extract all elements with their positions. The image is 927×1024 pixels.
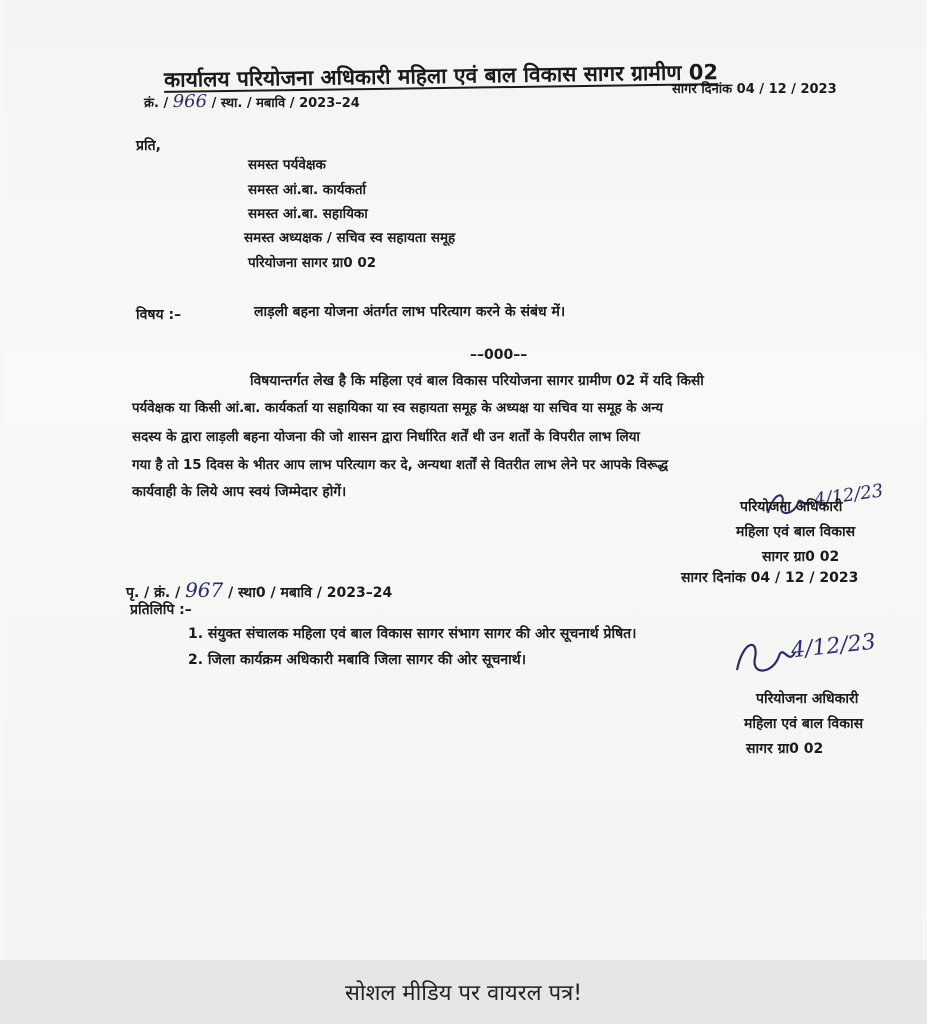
designation-line: महिला एवं बाल विकास: [744, 716, 864, 732]
signature-2-date: 4/12/23: [789, 629, 877, 664]
designation-line: परियोजना अधिकारी: [756, 691, 859, 707]
body-line: विषयान्तर्गत लेख है कि महिला एवं बाल विकास परियोजना सागर ग्रामीण 02 में यदि किसी: [250, 373, 704, 389]
body-line: सदस्य के द्वारा लाड़ली बहना योजना की जो शासन द्वारा निर्धारित शर्तें थी उन शर्तों के विपरीत लाभ लिया: [132, 429, 640, 445]
addressee: समस्त आं.बा. कार्यकर्ता: [248, 182, 367, 198]
addressee: समस्त पर्यवेक्षक: [248, 157, 326, 173]
letter-sheet: [4, 0, 923, 960]
ref2-prefix: पृ. / क्रं. /: [126, 585, 181, 601]
reference-number-2: [126, 578, 392, 602]
designation-line: सागर ग्रा0 02: [746, 741, 824, 757]
copy-item: 2. जिला कार्यक्रम अधिकारी मबावि जिला सागर की ओर सूचनार्थ।: [188, 652, 527, 668]
body-line: कार्यवाही के लिये आप स्वयं जिम्मेदार होगें।: [132, 484, 347, 500]
subject-text: लाड़ली बहना योजना अंतर्गत लाभ परित्याग करने के संबंध में।: [254, 304, 566, 320]
subject-label: विषय :–: [136, 307, 182, 323]
to-label: प्रति,: [136, 138, 161, 154]
ref2-suffix: / स्था0 / मबावि / 2023–24: [228, 585, 393, 601]
body-line: पर्यवेक्षक या किसी आं.बा. कार्यकर्ता या सहायिका या स्व सहायता समूह के अध्यक्ष या सचिव या समूह के अन्य: [132, 401, 663, 416]
copy-label: प्रतिलिपि :–: [130, 602, 192, 618]
reference-number: [144, 91, 360, 112]
ref2-number-handwritten: 967: [185, 578, 224, 602]
copy-item: 1. संयुक्त संचालक महिला एवं बाल विकास सागर संभाग सागर की ओर सूचनार्थ प्रेषित।: [188, 626, 637, 642]
ref-prefix: क्रं. /: [144, 96, 169, 111]
ref-suffix: / स्था. / मबावि / 2023–24: [211, 96, 360, 111]
designation-line: सागर ग्रा0 02: [762, 549, 840, 565]
addressee: परियोजना सागर ग्रा0 02: [248, 255, 377, 271]
separator: ––000––: [470, 347, 528, 363]
addressee: समस्त आं.बा. सहायिका: [248, 206, 368, 222]
designation-line: महिला एवं बाल विकास: [736, 524, 856, 540]
image-caption: सोशल मीडिय पर वायरल पत्र!: [0, 960, 927, 1024]
addressee: समस्त अध्यक्षक / सचिव स्व सहायता समूह: [244, 230, 456, 246]
letter-date: सागर दिनांक 04 / 12 / 2023: [672, 82, 837, 97]
designation-line: परियोजना अधिकारी: [740, 499, 843, 515]
letter-heading: कार्यालय परियोजना अधिकारी महिला एवं बाल विकास सागर ग्रामीण 02: [163, 60, 719, 92]
letter-date-2: सागर दिनांक 04 / 12 / 2023: [681, 570, 859, 586]
ref-number-handwritten: 966: [172, 91, 208, 112]
signature-2: [729, 630, 889, 685]
body-line: गया है तो 15 दिवस के भीतर आप लाभ परित्याग कर दे, अन्यथा शर्तों से वितरीत लाभ लेने पर आपके विरूद्ध: [132, 458, 669, 473]
signature-1-date: 4/12/23: [812, 480, 885, 511]
